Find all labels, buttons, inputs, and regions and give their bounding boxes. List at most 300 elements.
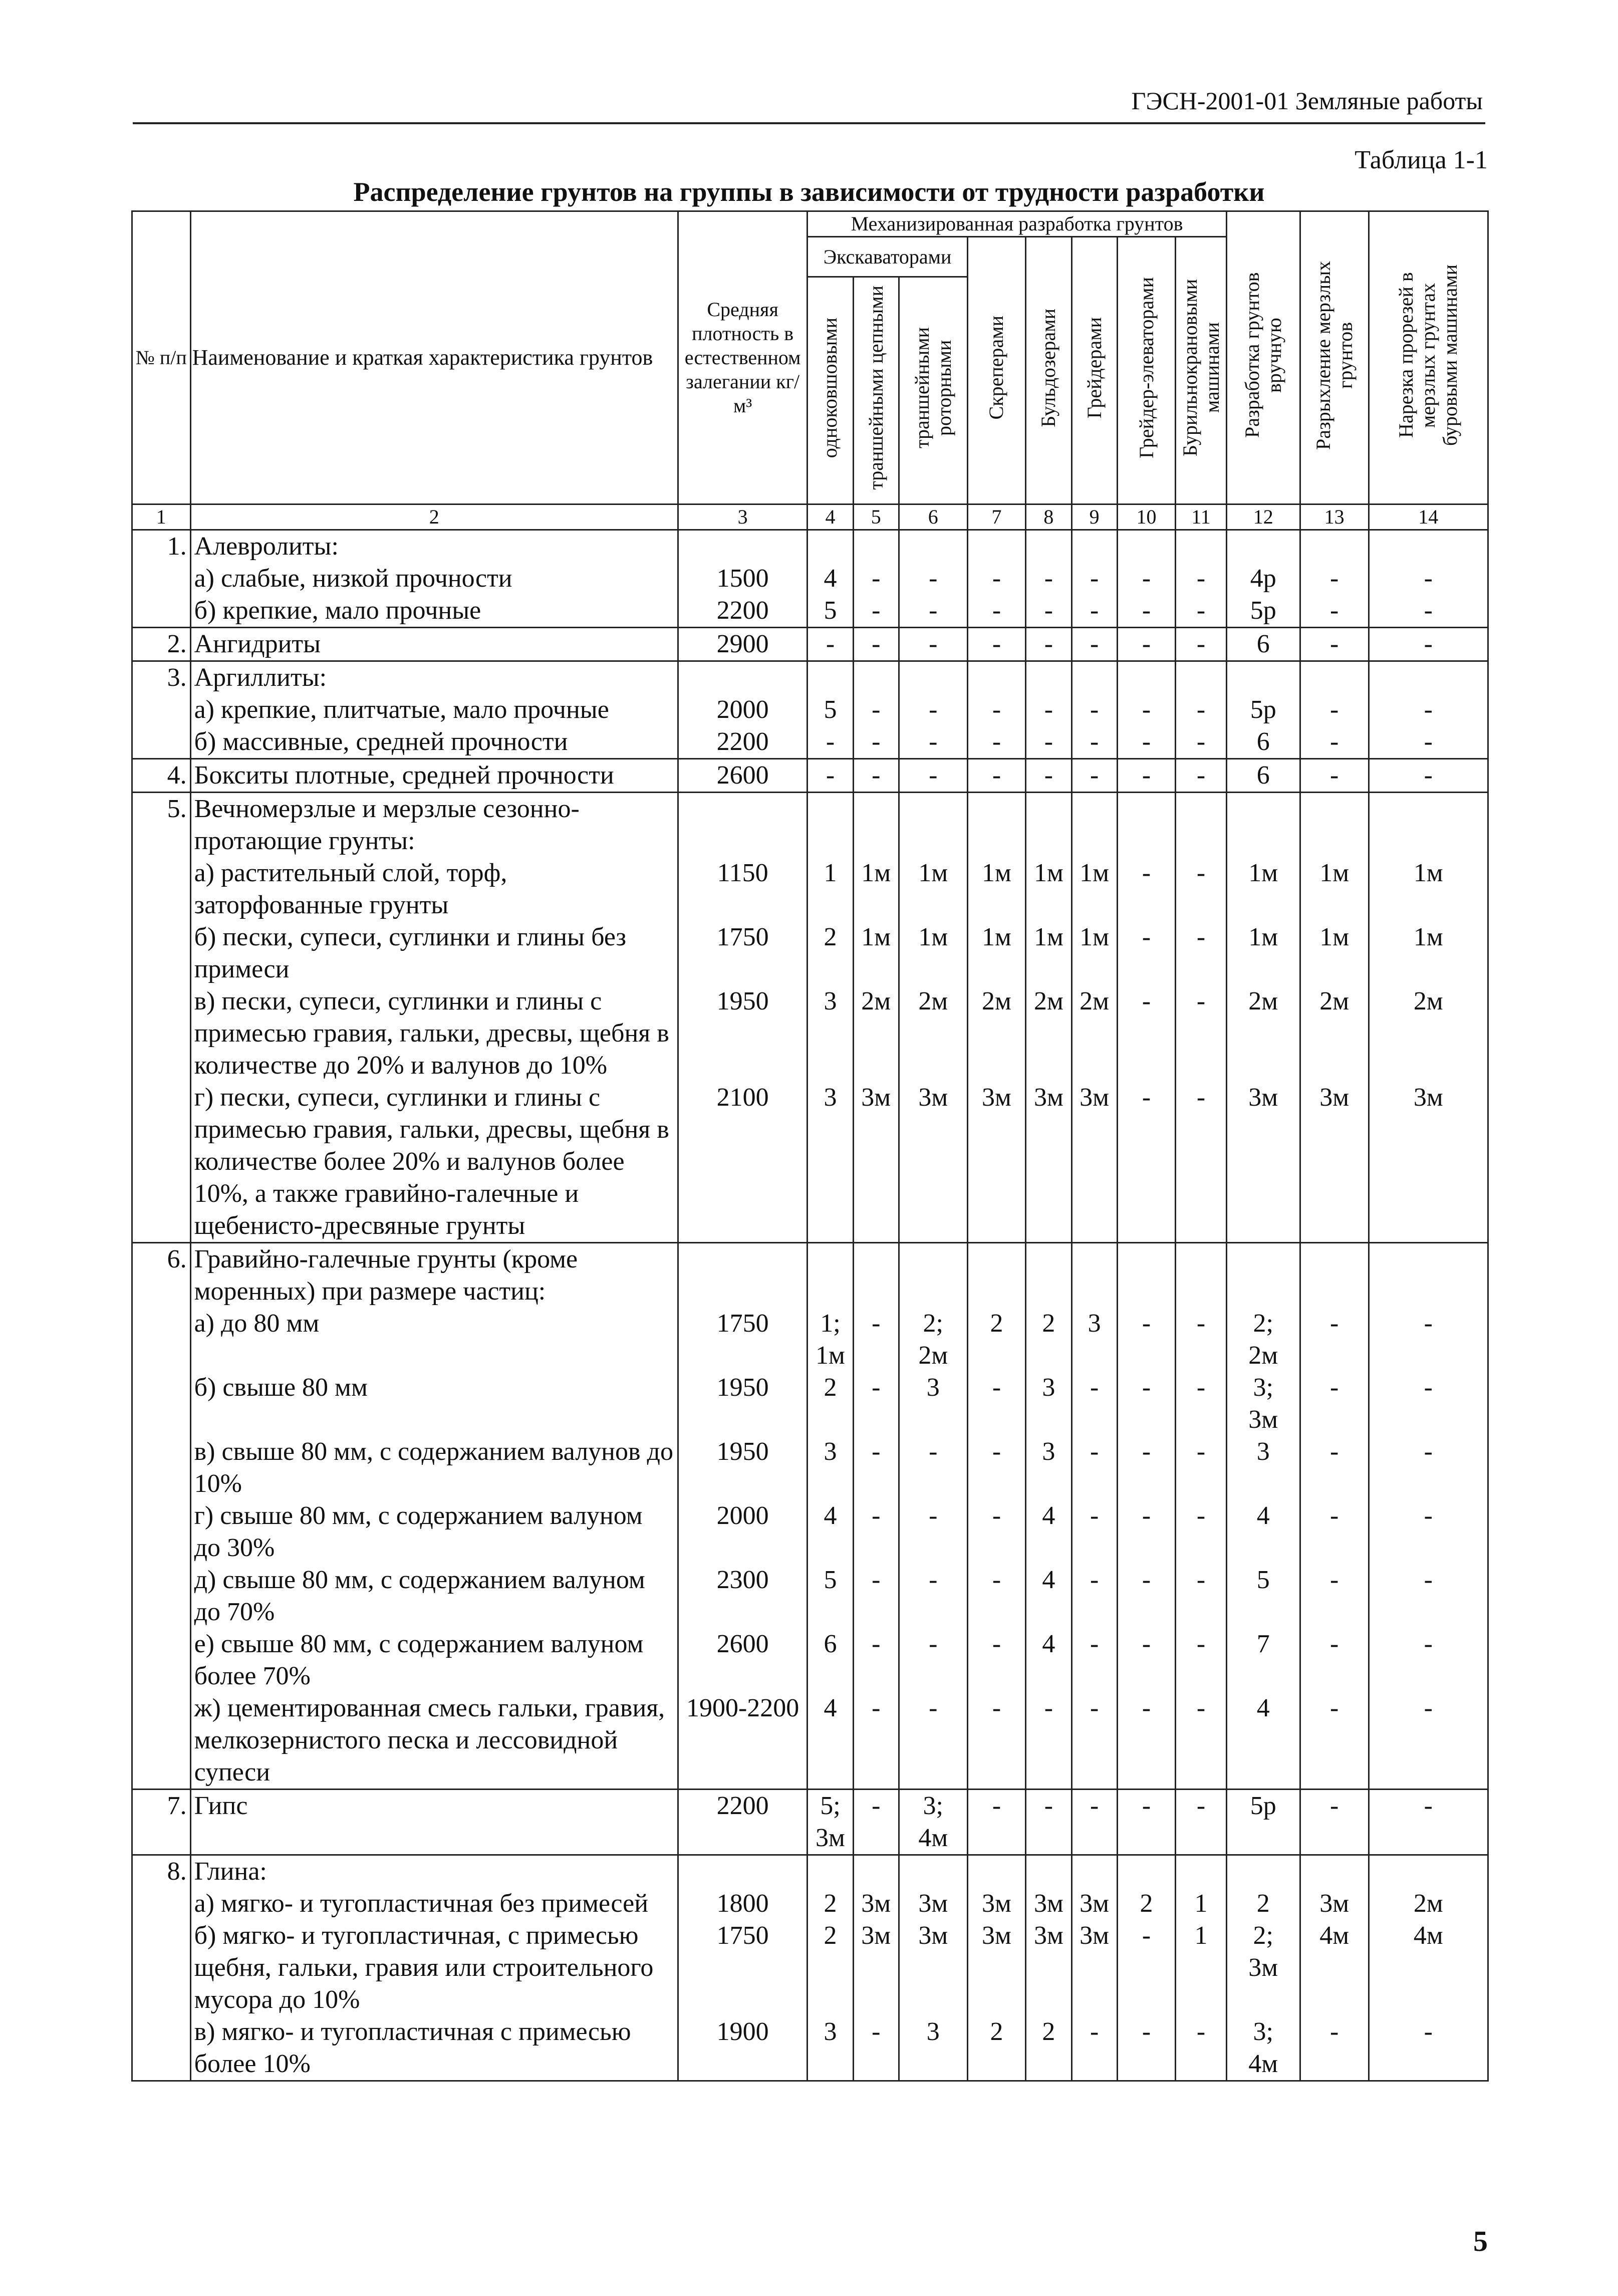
density-cell: 1900 [678,2016,807,2081]
soil-name-cell: ж) цементированная смесь гальки, гравия, мелкозернистого песка и лессовидной супеси [190,1692,678,1790]
group-value-cell [1300,530,1369,563]
soil-name-cell: б) мягко- и тугопластичная, с примесью щебня, гальки, гравия или строительного мусора до 10% [190,1920,678,2016]
group-value-cell: 3м [967,1082,1026,1243]
col-header-bulldozers-label: Бульдозерами [1037,308,1060,427]
group-value-cell: - [899,1692,967,1790]
group-value-cell: - [1071,628,1117,661]
group-value-cell [1226,530,1300,563]
group-value-cell: - [967,595,1026,628]
group-value-cell: - [1300,1692,1369,1790]
col-number: 10 [1117,504,1176,530]
group-value-cell: - [1026,1692,1071,1790]
group-value-cell: - [1176,1082,1226,1243]
group-value-cell: - [1117,1628,1176,1692]
col-header-manual [1226,211,1300,504]
group-value-cell: - [899,1436,967,1500]
group-value-cell: 2м [899,985,967,1082]
soil-name-cell: а) слабые, низкой прочности [190,563,678,595]
group-value-cell [899,1243,967,1308]
group-value-cell [1026,1243,1071,1308]
group-value-cell: - [1369,726,1488,759]
density-cell: 1150 [678,857,807,921]
density-cell [678,1243,807,1308]
group-value-cell: 3 [807,1082,853,1243]
group-value-cell [1117,793,1176,858]
group-value-cell: 4 [807,563,853,595]
table-row [132,628,1488,661]
group-value-cell [853,661,899,694]
density-cell: 1950 [678,1436,807,1500]
group-value-cell: 2м [1226,985,1300,1082]
group-value-cell: - [1071,563,1117,595]
group-value-cell: 3м [899,1082,967,1243]
group-value-cell: - [1071,1564,1117,1628]
group-value-cell: - [853,1308,899,1372]
group-value-cell: 4 [807,1692,853,1790]
col-header-manual-label: Разработка грунтов вручную [1240,272,1285,438]
density-cell: 1750 [678,1308,807,1372]
group-value-cell: - [1300,563,1369,595]
group-value-cell: 2 [807,1920,853,2016]
table-row [132,759,1488,793]
group-value-cell [899,661,967,694]
table-row [132,1888,1488,1920]
row-number-cell: 4. [132,759,191,793]
group-value-cell [1369,793,1488,858]
density-cell [678,1855,807,1888]
group-value-cell: 2; 3м [1226,1920,1300,2016]
group-value-cell [1300,793,1369,858]
col-header-bulldozers [1026,237,1071,504]
group-value-cell: 3м [1369,1082,1488,1243]
soil-name-cell: е) свыше 80 мм, с содержанием валуном более 70% [190,1628,678,1692]
group-value-cell: - [1176,628,1226,661]
group-value-cell [1117,1855,1176,1888]
group-value-cell: 5 [807,1564,853,1628]
group-value-cell [1226,661,1300,694]
group-value-cell: - [1176,694,1226,726]
row-number-cell: 8. [132,1855,191,1888]
table-row [132,1243,1488,1308]
group-value-cell: 3м [853,1888,899,1920]
soil-name-cell: г) пески, супеси, суглинки и глины с примесью гравия, гальки, дресвы, щебня в количестве более 20% и валунов более 10%, а также гравийно-галечные и щебенисто-дресвяные грунты [190,1082,678,1243]
group-value-cell: - [1071,2016,1117,2081]
group-value-cell [1176,1855,1226,1888]
table-row [132,1372,1488,1436]
group-value-cell: 2 [1026,1308,1071,1372]
group-value-cell: 6 [1226,726,1300,759]
table-row [132,694,1488,726]
group-value-cell: 1м [1369,857,1488,921]
group-value-cell: - [853,1372,899,1436]
group-value-cell [967,1243,1026,1308]
group-value-cell: 1м [1026,857,1071,921]
group-value-cell [899,1855,967,1888]
table-body [132,530,1488,2081]
density-cell: 1950 [678,985,807,1082]
col-header-graders-label: Грейдерами [1083,317,1106,419]
col-number: 4 [807,504,853,530]
col-header-no: № п/п [132,211,191,504]
group-value-cell: - [1117,857,1176,921]
group-value-cell: 5р [1226,1790,1300,1855]
density-cell: 1950 [678,1372,807,1436]
col-number: 7 [967,504,1026,530]
row-number-cell: 5. [132,793,191,858]
group-value-cell: - [853,1628,899,1692]
group-value-cell: 3м [1026,1920,1071,2016]
soil-name-cell: в) мягко- и тугопластичная с примесью более 10% [190,2016,678,2081]
row-number-cell [132,1372,191,1436]
col-header-excavators: Экскаваторами [807,237,967,277]
group-value-cell: - [899,759,967,793]
col-header-density: Средняя плотность в естественном залегании кг/м³ [678,211,807,504]
group-value-cell: 1 [1176,1888,1226,1920]
table-row [132,1564,1488,1628]
group-value-cell: 3м [1071,1888,1117,1920]
group-value-cell [1071,793,1117,858]
group-value-cell: - [967,1500,1026,1564]
table-row [132,1628,1488,1692]
group-value-cell: - [1176,1308,1226,1372]
col-number: 5 [853,504,899,530]
group-value-cell [1117,530,1176,563]
row-number-cell [132,1920,191,2016]
col-header-grader-elevators-label: Грейдер-элеваторами [1135,277,1158,458]
group-value-cell [899,793,967,858]
group-value-cell: - [853,1436,899,1500]
col-header-grader-elevators [1117,237,1176,504]
soil-name-cell: Гипс [190,1790,678,1855]
col-number: 3 [678,504,807,530]
group-value-cell: 2м [1026,985,1071,1082]
group-value-cell: 1м [967,857,1026,921]
group-value-cell [1117,661,1176,694]
group-value-cell: 3м [1071,1920,1117,2016]
row-number-cell [132,1692,191,1790]
group-value-cell: - [1117,1500,1176,1564]
group-value-cell: - [853,563,899,595]
group-value-cell: 3м [1026,1082,1071,1243]
table-row [132,2016,1488,2081]
table-row [132,1308,1488,1372]
running-head: ГЭСН-2001-01 Земляные работы [1131,87,1483,115]
col-header-scrapers [967,237,1026,504]
group-value-cell: 4 [1226,1500,1300,1564]
group-value-cell: - [1071,694,1117,726]
soil-name-cell: Вечномерзлые и мерзлые сезонно-протающие грунты: [190,793,678,858]
group-value-cell: - [1026,563,1071,595]
group-value-cell: - [967,1628,1026,1692]
row-number-cell [132,563,191,595]
group-value-cell [967,661,1026,694]
group-value-cell [1300,661,1369,694]
group-value-cell: 1 [1176,1920,1226,2016]
col-header-frozen-cutting-label: Нарезка прорезей в мерзлых грунтах буровыми машинами [1395,264,1462,446]
group-value-cell: 4 [1026,1500,1071,1564]
row-number-cell [132,2016,191,2081]
col-header-single-bucket-label: одноковшовыми [819,317,842,458]
group-value-cell: - [1176,857,1226,921]
density-cell: 1900-2200 [678,1692,807,1790]
group-value-cell: - [1026,595,1071,628]
group-value-cell: - [1176,1628,1226,1692]
col-number: 14 [1369,504,1488,530]
soil-name-cell: б) свыше 80 мм [190,1372,678,1436]
density-cell: 2200 [678,595,807,628]
density-cell: 2200 [678,1790,807,1855]
group-value-cell: - [1300,1790,1369,1855]
row-number-cell [132,1500,191,1564]
group-value-cell [807,661,853,694]
group-value-cell: 3м [967,1888,1026,1920]
group-value-cell: - [853,759,899,793]
group-value-cell: - [1117,1564,1176,1628]
group-value-cell: - [1176,1790,1226,1855]
row-number-cell: 7. [132,1790,191,1855]
group-value-cell: - [899,628,967,661]
group-value-cell [1026,1855,1071,1888]
group-value-cell: 1; 1м [807,1308,853,1372]
density-cell: 2300 [678,1564,807,1628]
group-value-cell [1071,661,1117,694]
group-value-cell: - [1369,1372,1488,1436]
table-row [132,1692,1488,1790]
group-value-cell: - [1071,726,1117,759]
group-value-cell: 3м [853,1082,899,1243]
group-value-cell: - [1369,1308,1488,1372]
group-value-cell: - [1369,1564,1488,1628]
group-value-cell: - [1117,1436,1176,1500]
group-value-cell [853,1855,899,1888]
group-value-cell: 3 [1071,1308,1117,1372]
group-value-cell: 5р [1226,694,1300,726]
group-value-cell: - [1176,1692,1226,1790]
group-value-cell: 2 [807,921,853,985]
group-value-cell: 5; 3м [807,1790,853,1855]
group-value-cell [1369,1855,1488,1888]
group-value-cell: 4м [1369,1920,1488,2016]
group-value-cell: - [1369,1692,1488,1790]
group-value-cell: - [1176,921,1226,985]
soil-name-cell: Глина: [190,1855,678,1888]
col-header-name: Наименование и краткая характеристика грунтов [190,211,678,504]
table-row [132,1436,1488,1500]
density-cell: 1500 [678,563,807,595]
group-value-cell: - [1300,726,1369,759]
group-value-cell: - [967,628,1026,661]
group-value-cell: - [967,1692,1026,1790]
group-value-cell: - [1300,595,1369,628]
group-value-cell [1300,1855,1369,1888]
group-value-cell: - [1176,2016,1226,2081]
col-header-trench-chain-label: траншейными цепными [864,286,887,490]
row-number-cell [132,694,191,726]
group-value-cell: - [1300,1436,1369,1500]
page-number: 5 [1473,2225,1488,2257]
group-value-cell: - [1369,628,1488,661]
soil-name-cell: Гравийно-галечные грунты (кроме моренных) при размере частиц: [190,1243,678,1308]
group-value-cell: - [1071,1692,1117,1790]
group-value-cell: - [1117,694,1176,726]
header-rule [133,122,1485,124]
group-value-cell [807,1243,853,1308]
group-value-cell: - [1071,1436,1117,1500]
group-value-cell: 6 [1226,759,1300,793]
table-row [132,1790,1488,1855]
group-value-cell [853,793,899,858]
group-value-cell: - [967,1790,1026,1855]
row-number-cell [132,1308,191,1372]
group-value-cell: - [1071,595,1117,628]
group-value-cell: - [967,563,1026,595]
group-value-cell: - [853,595,899,628]
group-value-cell: 6 [1226,628,1300,661]
density-cell: 2900 [678,628,807,661]
group-value-cell: 2м [1369,985,1488,1082]
group-value-cell: 2; 2м [1226,1308,1300,1372]
group-value-cell: - [899,726,967,759]
row-number-cell [132,1082,191,1243]
group-value-cell: - [1369,1500,1488,1564]
group-value-cell: - [967,1436,1026,1500]
col-header-single-bucket [807,277,853,504]
group-value-cell: - [1026,759,1071,793]
group-value-cell: - [1176,595,1226,628]
group-value-cell [967,793,1026,858]
group-value-cell: 5 [807,694,853,726]
group-value-cell [1026,793,1071,858]
density-cell: 2000 [678,1500,807,1564]
group-value-cell: 3 [807,2016,853,2081]
group-value-cell: - [853,1692,899,1790]
group-value-cell: 7 [1226,1628,1300,1692]
group-value-cell: 2м [1300,985,1369,1082]
group-value-cell: - [1117,628,1176,661]
col-header-drilling-crane-label: Бурильнокрановыми машинами [1178,279,1223,457]
group-value-cell: 6 [807,1628,853,1692]
group-value-cell: 3м [899,1888,967,1920]
group-value-cell: - [967,759,1026,793]
soil-name-cell: Бокситы плотные, средней прочности [190,759,678,793]
group-value-cell: - [1117,1082,1176,1243]
table-row [132,1500,1488,1564]
group-value-cell: - [1300,694,1369,726]
table-number: Таблица 1-1 [1355,146,1488,174]
row-number-cell [132,857,191,921]
group-value-cell: 5 [1226,1564,1300,1628]
group-value-cell: 3; 4м [899,1790,967,1855]
row-number-cell [132,1628,191,1692]
group-value-cell: 1м [967,921,1026,985]
group-value-cell: 1 [807,857,853,921]
group-value-cell: 5р [1226,595,1300,628]
table-row [132,661,1488,694]
soil-name-cell: а) крепкие, плитчатые, мало прочные [190,694,678,726]
group-value-cell: - [1176,1564,1226,1628]
group-value-cell: 2м [1071,985,1117,1082]
group-value-cell: - [1300,1628,1369,1692]
group-value-cell: - [1300,2016,1369,2081]
table-row [132,563,1488,595]
soil-name-cell: Аргиллиты: [190,661,678,694]
group-value-cell: 1м [899,921,967,985]
group-value-cell: 2 [967,2016,1026,2081]
group-value-cell: 1м [1026,921,1071,985]
group-value-cell [1026,530,1071,563]
group-value-cell: - [967,1564,1026,1628]
row-number-cell [132,1436,191,1500]
group-value-cell: - [807,628,853,661]
group-value-cell [1176,530,1226,563]
group-value-cell: 4 [1026,1564,1071,1628]
group-value-cell: 1м [899,857,967,921]
group-value-cell [1226,793,1300,858]
group-value-cell: - [853,1564,899,1628]
group-value-cell: - [967,694,1026,726]
row-number-cell [132,921,191,985]
table-row [132,1855,1488,1888]
group-value-cell [1369,1243,1488,1308]
group-value-cell: - [1117,726,1176,759]
group-value-cell: - [1117,1372,1176,1436]
group-value-cell: - [967,1372,1026,1436]
group-value-cell: - [853,1500,899,1564]
col-header-frozen-loosening [1300,211,1369,504]
group-value-cell [1071,530,1117,563]
density-cell: 2600 [678,759,807,793]
group-value-cell [1117,1243,1176,1308]
group-value-cell: 2 [807,1888,853,1920]
row-number-cell [132,985,191,1082]
group-value-cell: - [1117,595,1176,628]
soil-name-cell: б) крепкие, мало прочные [190,595,678,628]
group-value-cell: - [1026,694,1071,726]
group-value-cell: - [1300,628,1369,661]
density-cell: 1750 [678,1920,807,2016]
group-value-cell [1226,1855,1300,1888]
density-cell: 2200 [678,726,807,759]
group-value-cell: 3 [807,985,853,1082]
group-value-cell: 2 [1226,1888,1300,1920]
group-value-cell: - [1071,1500,1117,1564]
density-cell [678,793,807,858]
group-value-cell: - [899,1564,967,1628]
group-value-cell: 3 [899,1372,967,1436]
col-number: 1 [132,504,191,530]
group-value-cell: 1м [853,857,899,921]
soil-name-cell: Ангидриты [190,628,678,661]
group-value-cell: 4р [1226,563,1300,595]
group-value-cell: - [1369,694,1488,726]
group-value-cell: - [899,1500,967,1564]
row-number-cell [132,726,191,759]
col-number: 13 [1300,504,1369,530]
group-value-cell: - [1369,1790,1488,1855]
group-value-cell: - [1176,563,1226,595]
density-cell: 1750 [678,921,807,985]
col-header-trench-rotary-label: траншейными роторными [910,327,955,449]
group-value-cell: - [1369,759,1488,793]
soil-name-cell: д) свыше 80 мм, с содержанием валуном до 70% [190,1564,678,1628]
soil-name-cell: а) до 80 мм [190,1308,678,1372]
group-value-cell: - [807,759,853,793]
group-value-cell [1071,1243,1117,1308]
table-row [132,530,1488,563]
group-value-cell: 5 [807,595,853,628]
group-value-cell [1369,530,1488,563]
col-header-trench-chain [853,277,899,504]
